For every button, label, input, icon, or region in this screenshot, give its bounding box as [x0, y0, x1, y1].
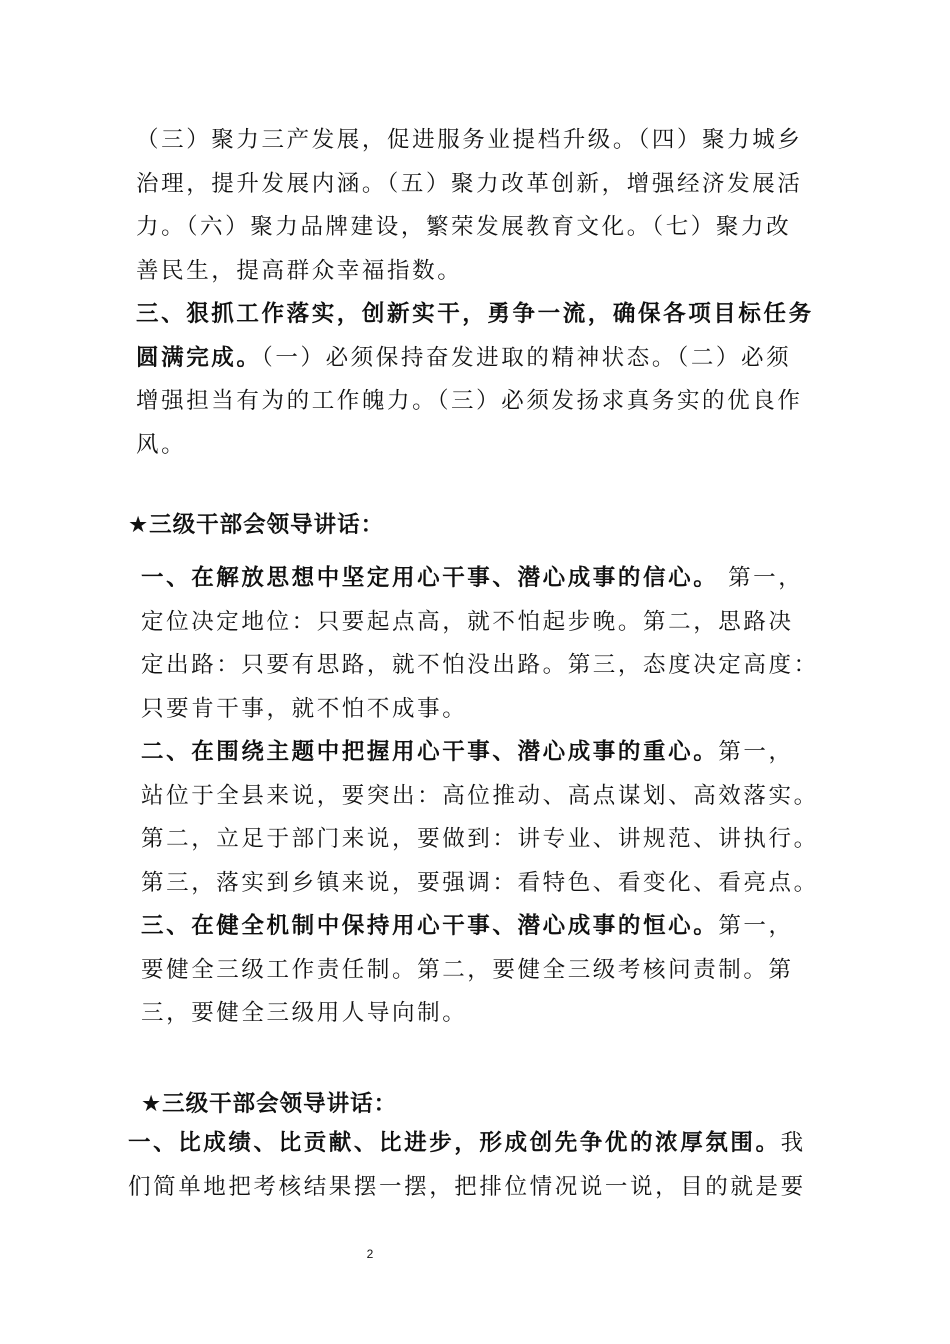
text-run: 第一，	[718, 565, 804, 591]
text-line: （三）聚力三产发展，促进服务业提档升级。（四）聚力城乡	[136, 127, 803, 153]
point-heading: 一、在解放思想中坚定用心干事、潜心成事的信心。	[141, 565, 719, 591]
text-line: 力。（六）聚力品牌建设，繁荣发展教育文化。（七）聚力改	[136, 214, 792, 240]
text-line	[141, 905, 819, 949]
text-line	[136, 337, 814, 381]
text-line: 站位于全县来说，要突出：高位推动、高点谋划、高效落实。	[141, 782, 819, 809]
point-heading: 三、在健全机制中保持用心干事、潜心成事的恒心。	[141, 913, 719, 939]
text-run: 第一，	[718, 913, 794, 939]
text-line: 第二，立足于部门来说，要做到：讲专业、讲规范、讲执行。	[141, 826, 819, 852]
text-run: （一）必须保持奋发进取的精神状态。（二）必须	[261, 344, 792, 371]
section-heading: ★三级干部会领导讲话：	[141, 1091, 398, 1117]
point-heading: 圆满完成。	[136, 344, 262, 371]
page-number: 2	[366, 1247, 374, 1261]
text-line: 善民生，提高群众幸福指数。	[136, 257, 463, 284]
section-c	[128, 1122, 806, 1209]
point-heading: 三、狠抓工作落实，创新实干，勇争一流，确保各项目标任务	[136, 301, 814, 327]
text-line: 只要肯干事，就不怕不成事。	[141, 695, 468, 722]
text-line: 们简单地把考核结果摆一摆，把排位情况说一说，目的就是要	[128, 1173, 806, 1200]
text-line: 定出路：只要有思路，就不怕没出路。第三，态度决定高度：	[141, 652, 819, 678]
section-b	[141, 557, 819, 1036]
text-line: 定位决定地位：只要起点高，就不怕起步晚。第二，思路决	[141, 608, 794, 635]
text-line: 要健全三级工作责任制。第二，要健全三级考核问责制。第	[141, 956, 794, 983]
text-line	[141, 557, 819, 601]
text-run: 我	[780, 1130, 806, 1156]
text-line: 增强担当有为的工作魄力。（三）必须发扬求真务实的优良作	[136, 388, 803, 414]
section-a	[136, 119, 814, 467]
section-heading: ★三级干部会领导讲话：	[128, 512, 385, 538]
text-line: 三，要健全三级用人导向制。	[141, 1000, 468, 1026]
text-line: 治理，提升发展内涵。（五）聚力改革创新，增强经济发展活	[136, 170, 803, 197]
text-run: 第一，	[718, 739, 794, 765]
text-line	[128, 1122, 806, 1166]
point-heading: 一、比成绩、比贡献、比进步，形成创先争优的浓厚氛围。	[128, 1130, 781, 1156]
point-heading: 二、在围绕主题中把握用心干事、潜心成事的重心。	[141, 739, 719, 765]
text-line: 风。	[136, 431, 187, 458]
text-line: 第三，落实到乡镇来说，要强调：看特色、看变化、看亮点。	[141, 869, 819, 896]
text-line	[141, 731, 819, 775]
